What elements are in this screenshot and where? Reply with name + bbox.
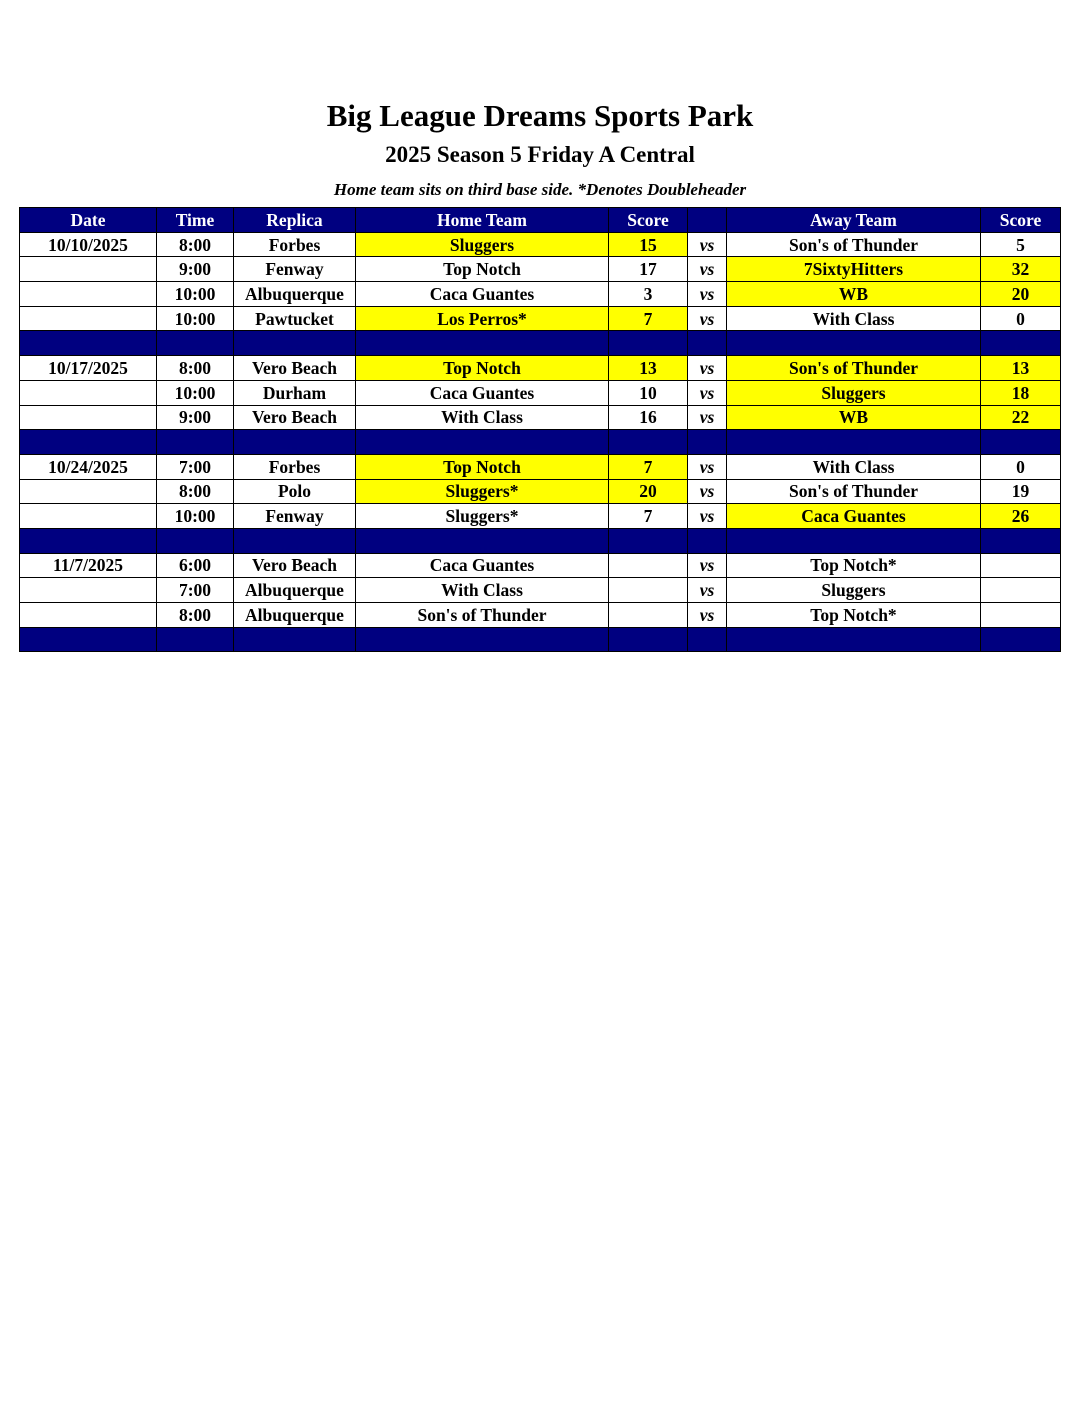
cell-home-team: Top Notch (356, 454, 609, 479)
cell-home-team: Top Notch (356, 257, 609, 282)
separator-cell (356, 430, 609, 455)
col-header-away-score: Score (981, 208, 1061, 233)
cell-replica: Albuquerque (234, 603, 356, 628)
table-row (20, 380, 1061, 405)
cell-time: 8:00 (157, 232, 234, 257)
cell-away-score: 5 (981, 232, 1061, 257)
cell-home-score: 15 (609, 232, 688, 257)
cell-home-score: 7 (609, 306, 688, 331)
cell-time: 10:00 (157, 504, 234, 529)
cell-away-score (981, 578, 1061, 603)
page-title: Big League Dreams Sports Park (326, 98, 754, 133)
cell-home-score: 17 (609, 257, 688, 282)
cell-vs: vs (688, 504, 727, 529)
table-row (20, 578, 1061, 603)
cell-date (20, 504, 157, 529)
cell-away-score: 19 (981, 479, 1061, 504)
cell-replica: Pawtucket (234, 306, 356, 331)
separator-cell (609, 430, 688, 455)
cell-vs: vs (688, 405, 727, 430)
separator-row (20, 331, 1061, 356)
cell-away-team: Son's of Thunder (727, 479, 981, 504)
col-header-replica: Replica (234, 208, 356, 233)
cell-date (20, 405, 157, 430)
table-row (20, 454, 1061, 479)
cell-date (20, 306, 157, 331)
cell-time: 6:00 (157, 553, 234, 578)
cell-home-score: 20 (609, 479, 688, 504)
cell-replica: Fenway (234, 257, 356, 282)
cell-replica: Vero Beach (234, 553, 356, 578)
cell-date (20, 603, 157, 628)
cell-date: 10/10/2025 (20, 232, 157, 257)
col-header-home-team: Home Team (356, 208, 609, 233)
cell-home-score: 16 (609, 405, 688, 430)
cell-vs: vs (688, 282, 727, 307)
cell-time: 8:00 (157, 479, 234, 504)
separator-cell (981, 528, 1061, 553)
cell-time: 7:00 (157, 454, 234, 479)
cell-home-score: 13 (609, 356, 688, 381)
col-header-home-score: Score (609, 208, 688, 233)
schedule-body (20, 232, 1061, 652)
cell-away-team: Top Notch* (727, 553, 981, 578)
cell-away-score: 18 (981, 380, 1061, 405)
separator-cell (609, 627, 688, 652)
cell-away-score: 32 (981, 257, 1061, 282)
separator-cell (688, 528, 727, 553)
cell-away-team: Caca Guantes (727, 504, 981, 529)
cell-time: 8:00 (157, 603, 234, 628)
schedule-table (19, 207, 1061, 652)
cell-replica: Forbes (234, 454, 356, 479)
separator-cell (157, 430, 234, 455)
cell-away-score: 26 (981, 504, 1061, 529)
separator-cell (688, 627, 727, 652)
cell-date (20, 282, 157, 307)
cell-date (20, 578, 157, 603)
separator-cell (727, 331, 981, 356)
separator-cell (157, 331, 234, 356)
table-row (20, 553, 1061, 578)
separator-cell (981, 331, 1061, 356)
separator-cell (20, 430, 157, 455)
cell-home-score: 7 (609, 454, 688, 479)
separator-cell (20, 627, 157, 652)
cell-replica: Fenway (234, 504, 356, 529)
cell-time: 10:00 (157, 282, 234, 307)
cell-home-team: Son's of Thunder (356, 603, 609, 628)
separator-cell (234, 627, 356, 652)
separator-row (20, 430, 1061, 455)
separator-cell (356, 627, 609, 652)
col-header-vs (688, 208, 727, 233)
separator-cell (727, 528, 981, 553)
cell-vs: vs (688, 232, 727, 257)
cell-vs: vs (688, 306, 727, 331)
separator-cell (157, 627, 234, 652)
cell-vs: vs (688, 380, 727, 405)
cell-home-team: Caca Guantes (356, 380, 609, 405)
cell-away-score: 0 (981, 454, 1061, 479)
cell-time: 10:00 (157, 306, 234, 331)
cell-replica: Forbes (234, 232, 356, 257)
cell-date (20, 479, 157, 504)
cell-home-score: 7 (609, 504, 688, 529)
cell-away-team: Sluggers (727, 578, 981, 603)
cell-vs: vs (688, 553, 727, 578)
cell-home-team: Caca Guantes (356, 553, 609, 578)
table-row (20, 504, 1061, 529)
page-subtitle: 2025 Season 5 Friday A Central (385, 142, 695, 167)
cell-replica: Vero Beach (234, 405, 356, 430)
cell-home-team: Caca Guantes (356, 282, 609, 307)
cell-away-team: Son's of Thunder (727, 356, 981, 381)
separator-cell (609, 331, 688, 356)
cell-home-score (609, 553, 688, 578)
cell-away-team: Top Notch* (727, 603, 981, 628)
cell-date (20, 257, 157, 282)
separator-cell (234, 331, 356, 356)
col-header-date: Date (20, 208, 157, 233)
cell-vs: vs (688, 257, 727, 282)
cell-away-score: 13 (981, 356, 1061, 381)
table-row (20, 405, 1061, 430)
cell-date: 10/17/2025 (20, 356, 157, 381)
cell-time: 7:00 (157, 578, 234, 603)
cell-away-score: 22 (981, 405, 1061, 430)
separator-cell (356, 528, 609, 553)
table-row (20, 232, 1061, 257)
separator-cell (234, 430, 356, 455)
separator-cell (688, 331, 727, 356)
separator-cell (727, 627, 981, 652)
separator-cell (20, 528, 157, 553)
table-row (20, 306, 1061, 331)
cell-replica: Durham (234, 380, 356, 405)
separator-cell (981, 627, 1061, 652)
cell-vs: vs (688, 603, 727, 628)
separator-row (20, 627, 1061, 652)
separator-cell (20, 331, 157, 356)
cell-home-score (609, 578, 688, 603)
separator-cell (727, 430, 981, 455)
cell-time: 9:00 (157, 405, 234, 430)
cell-time: 8:00 (157, 356, 234, 381)
cell-away-team: WB (727, 405, 981, 430)
cell-home-team: Los Perros* (356, 306, 609, 331)
cell-replica: Vero Beach (234, 356, 356, 381)
table-header-row (20, 208, 1061, 233)
cell-vs: vs (688, 454, 727, 479)
cell-time: 9:00 (157, 257, 234, 282)
cell-home-score: 3 (609, 282, 688, 307)
col-header-away-team: Away Team (727, 208, 981, 233)
cell-date: 10/24/2025 (20, 454, 157, 479)
cell-away-team: Son's of Thunder (727, 232, 981, 257)
cell-home-team: Sluggers* (356, 504, 609, 529)
cell-home-team: With Class (356, 405, 609, 430)
cell-home-team: With Class (356, 578, 609, 603)
cell-date: 11/7/2025 (20, 553, 157, 578)
cell-replica: Albuquerque (234, 282, 356, 307)
table-row (20, 603, 1061, 628)
cell-away-score: 20 (981, 282, 1061, 307)
cell-away-score (981, 603, 1061, 628)
separator-row (20, 528, 1061, 553)
cell-vs: vs (688, 578, 727, 603)
table-row (20, 257, 1061, 282)
separator-cell (609, 528, 688, 553)
cell-date (20, 380, 157, 405)
cell-replica: Albuquerque (234, 578, 356, 603)
page-note: Home team sits on third base side. *Denotes Doubleheader (333, 180, 747, 199)
cell-home-team: Sluggers* (356, 479, 609, 504)
cell-replica: Polo (234, 479, 356, 504)
cell-home-score (609, 603, 688, 628)
cell-away-score: 0 (981, 306, 1061, 331)
cell-away-team: 7SixtyHitters (727, 257, 981, 282)
table-row (20, 356, 1061, 381)
cell-home-team: Sluggers (356, 232, 609, 257)
cell-away-team: Sluggers (727, 380, 981, 405)
col-header-time: Time (157, 208, 234, 233)
separator-cell (688, 430, 727, 455)
cell-away-team: WB (727, 282, 981, 307)
cell-home-team: Top Notch (356, 356, 609, 381)
cell-away-score (981, 553, 1061, 578)
separator-cell (157, 528, 234, 553)
table-row (20, 282, 1061, 307)
cell-vs: vs (688, 479, 727, 504)
cell-time: 10:00 (157, 380, 234, 405)
cell-vs: vs (688, 356, 727, 381)
cell-away-team: With Class (727, 306, 981, 331)
separator-cell (234, 528, 356, 553)
cell-away-team: With Class (727, 454, 981, 479)
separator-cell (356, 331, 609, 356)
table-row (20, 479, 1061, 504)
cell-home-score: 10 (609, 380, 688, 405)
separator-cell (981, 430, 1061, 455)
